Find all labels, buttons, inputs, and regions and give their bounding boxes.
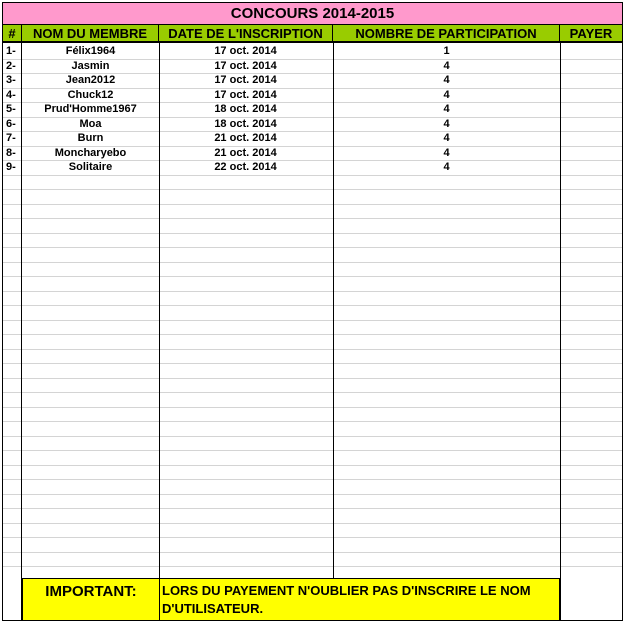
grid-row-line [3, 189, 622, 190]
member-name: Solitaire [68, 161, 113, 173]
grid-row-line [3, 218, 622, 219]
registration-date: 21 oct. 2014 [214, 146, 277, 159]
grid-row-line [3, 175, 622, 176]
grid-row-line [3, 552, 622, 553]
grid-row-line [3, 450, 622, 451]
participation-count: 1 [443, 45, 450, 57]
member-name: Prud'Homme1967 [44, 103, 137, 115]
member-name: Burn [77, 132, 104, 144]
grid-row-line [3, 233, 622, 234]
table-row [3, 117, 622, 132]
member-name: Jean2012 [65, 74, 116, 86]
participation-count: 4 [443, 146, 450, 159]
grid-row-line [3, 465, 622, 466]
grid-row-line [3, 537, 622, 538]
table-row [3, 160, 622, 175]
participation-count: 4 [443, 74, 450, 86]
spreadsheet [2, 2, 623, 621]
registration-date: 18 oct. 2014 [214, 117, 277, 130]
registration-date: 22 oct. 2014 [214, 161, 277, 173]
table-row [3, 146, 622, 161]
grid-row-line [3, 247, 622, 248]
row-number: 4- [6, 88, 16, 101]
grid-row-line [3, 378, 622, 379]
table-row [3, 59, 622, 74]
participation-count: 4 [443, 117, 450, 130]
grid-row-line [3, 392, 622, 393]
grid-row-line [3, 508, 622, 509]
row-number: 2- [6, 59, 16, 72]
participation-count: 4 [443, 161, 450, 173]
row-number: 6- [6, 117, 16, 130]
member-name: Jasmin [71, 59, 110, 72]
registration-date: 17 oct. 2014 [214, 59, 277, 72]
row-number: 8- [6, 146, 16, 159]
grid-row-line [3, 523, 622, 524]
grid-row-line [3, 262, 622, 263]
registration-date: 17 oct. 2014 [214, 74, 277, 86]
grid-row-line [3, 320, 622, 321]
member-name: Moa [79, 117, 102, 130]
participation-count: 4 [443, 88, 450, 101]
table-row [3, 44, 622, 59]
row-number: 5- [6, 103, 16, 115]
grid-row-line [3, 204, 622, 205]
registration-date: 18 oct. 2014 [214, 103, 277, 115]
grid-row-line [3, 479, 622, 480]
member-name: Moncharyebo [54, 146, 127, 159]
grid-row-line [3, 494, 622, 495]
grid-row-line [3, 305, 622, 306]
row-number: 7- [6, 132, 16, 144]
grid-row-line [3, 436, 622, 437]
registration-date: 17 oct. 2014 [214, 45, 277, 57]
header-member: NOM DU MEMBRE [22, 25, 159, 43]
participation-count: 4 [443, 132, 450, 144]
header-participation: NOMBRE DE PARTICIPATION [333, 25, 560, 43]
important-text: LORS DU PAYEMENT N'OUBLIER PAS D'INSCRIRE LE NOM D'UTILISATEUR. [159, 578, 560, 621]
grid-row-line [3, 407, 622, 408]
table-row [3, 102, 622, 117]
table-row [3, 88, 622, 103]
header-num: # [3, 25, 22, 43]
participation-count: 4 [443, 103, 450, 115]
grid-row-line [3, 334, 622, 335]
header-payer: PAYER [560, 25, 622, 43]
grid-row-line [3, 349, 622, 350]
table-row [3, 131, 622, 146]
registration-date: 21 oct. 2014 [214, 132, 277, 144]
member-name: Félix1964 [65, 45, 116, 57]
row-number: 1- [6, 45, 16, 57]
grid-row-line [3, 421, 622, 422]
row-number: 9- [6, 161, 16, 173]
important-label: IMPORTANT: [22, 578, 160, 621]
table-row [3, 73, 622, 88]
grid-row-line [3, 566, 622, 567]
grid-row-line [3, 276, 622, 277]
participation-count: 4 [443, 59, 450, 72]
sheet-title: CONCOURS 2014-2015 [3, 3, 622, 25]
grid-row-line [3, 363, 622, 364]
header-date: DATE DE L'INSCRIPTION [159, 25, 333, 43]
grid-row-line [3, 291, 622, 292]
row-number: 3- [6, 74, 16, 86]
member-name: Chuck12 [67, 88, 114, 101]
registration-date: 17 oct. 2014 [214, 88, 277, 101]
